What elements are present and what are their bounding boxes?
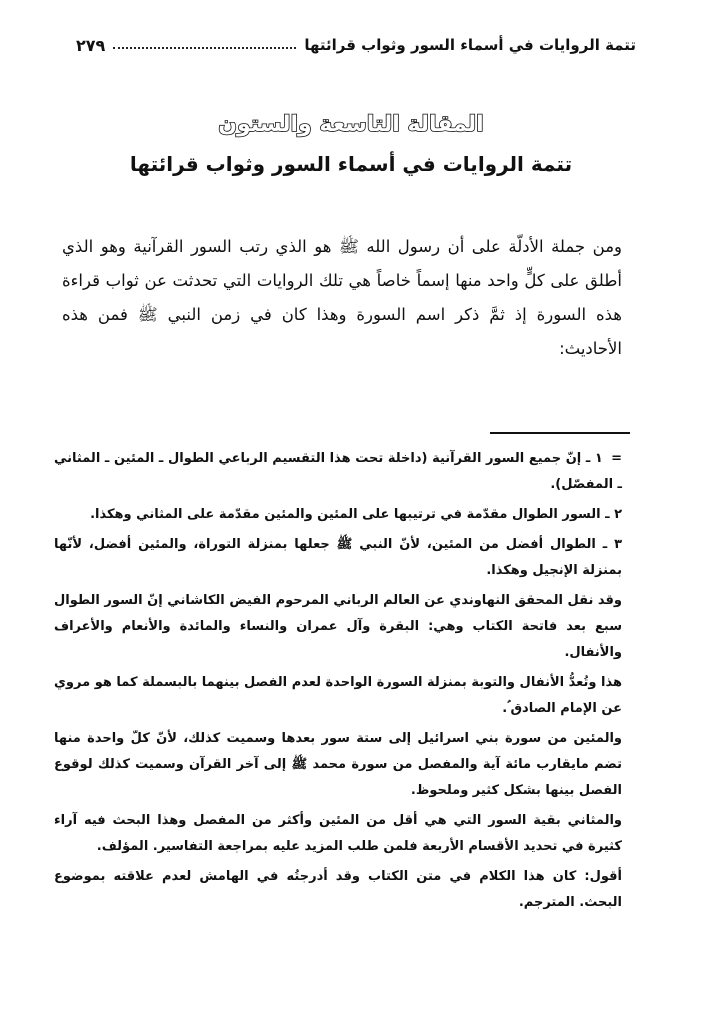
footnote-item <box>54 864 622 916</box>
footnote-text: ١ ـ إنّ جميع السور القرآنية (داخلة تحت هذا التقسيم الرباعي الطوال ـ المئين ـ المثاني ـ المفصّل). <box>54 451 622 492</box>
footnote-item <box>54 446 622 498</box>
footnote-text: والمثاني بقية السور التي هي أقل من المئين وأكثر من المفصل وهذا البحث فيه آراء كثيرة في تحديد الأقسام الأربعة فلمن طلب المزيد عليه بمراجعة التفاسير. المؤلف. <box>54 813 622 854</box>
footnote-marker: = <box>611 451 622 466</box>
footnote-text: ٣ ـ الطوال أفضل من المئين، لأنّ النبي ﷺ جعلها بمنزلة التوراة، والمئين أفضل، لأنّها بمنزلة الإنجيل وهكذا. <box>54 537 622 578</box>
body-paragraph: ومن جملة الأدلّة على أن رسول الله ﷺ هو الذي رتب السور القرآنية وهو الذي أطلق على كلٍّ واحد منها إسماً خاصاً هي تلك الروايات التي تحدثت عن ثواب قراءة هذه السورة إذ ثمَّ ذكر اسم السورة وهذا كان في زمن النبي ﷺ فمن هذه الأحاديث: <box>62 237 622 358</box>
running-header <box>76 30 636 60</box>
chapter-title: المقالة التاسعة والستون <box>218 112 484 137</box>
header-dot-leader <box>113 47 296 49</box>
footnote-text: أقول: كان هذا الكلام في متن الكتاب وقد أدرجتُه في الهامش لعدم علاقته بموضوع البحث. المترجم. <box>54 869 622 910</box>
footnote-item <box>54 670 622 722</box>
footnote-item <box>54 726 622 804</box>
footnote-separator <box>490 432 630 434</box>
footnote-text: والمئين من سورة بني اسرائيل إلى ستة سور بعدها وسميت كذلك، لأنّ كلّ واحدة منها تضم مايقارب مائة آية والمفصل من سورة محمد ﷺ إلى آخر القرآن وسميت كذلك لوقوع الفصل بينها بشكل كثير وملحوظ. <box>54 731 622 798</box>
footnote-item <box>54 808 622 860</box>
chapter-subtitle: تتمة الروايات في أسماء السور وثواب قرائتها <box>129 152 573 176</box>
footnote-text: ٢ ـ السور الطوال مقدّمة في ترتيبها على المئين والمئين مقدّمة على المثاني وهكذا. <box>90 507 622 522</box>
footnote-item <box>54 588 622 666</box>
footnotes <box>54 446 622 920</box>
footnote-text: وقد نقل المحقق النهاوندي عن العالم الرباني المرحوم الفيض الكاشاني إنّ السور الطوال سبع بعد فاتحة الكتاب وهي: البقرة وآل عمران والنساء والمائدة والأنعام والأعراف والأنفال. <box>54 593 622 660</box>
footnote-text: هذا وتُعدُّ الأنفال والتوبة بمنزلة السورة الواحدة لعدم الفصل بينهما بالبسملة كما هو مروي عن الإمام الصادق ؑ. <box>54 675 622 716</box>
footnote-item <box>54 532 622 584</box>
footnote-item <box>54 502 622 528</box>
running-header-title: تتمة الروايات في أسماء السور وثواب قرائتها <box>304 36 636 54</box>
body-text <box>62 230 622 366</box>
page-number: ٢٧٩ <box>76 35 106 55</box>
